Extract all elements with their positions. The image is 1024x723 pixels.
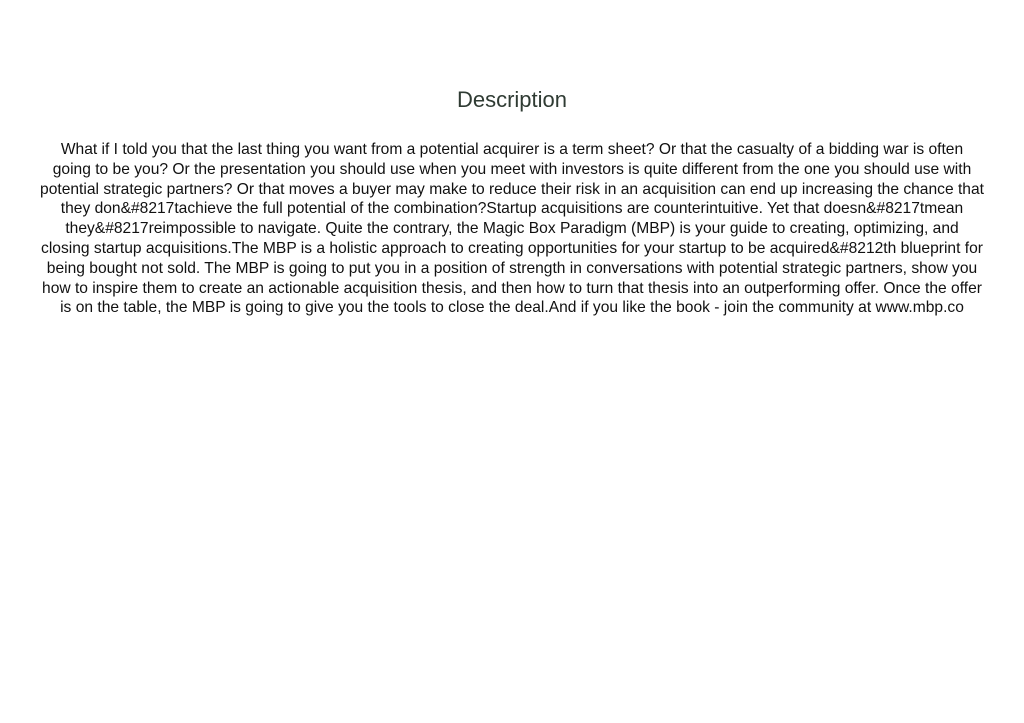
page-title: Description	[456, 87, 568, 112]
description-paragraph: What if I told you that the last thing you want from a potential acquirer is a term sheet? Or that the casualty of a bidding war is often going to be you? Or the presentation you should use when you meet with investors is quite different from the one you should use with potential strategic partners? Or that moves a buyer may make to reduce their risk in an acquisition can end up increasing the chance that they don&#8217tachieve the full potential of the combination?Startup acquisitions are counterintuitive. Yet that doesn&#8217tmean they&#8217reimpossible to navigate. Quite the contrary, the Magic Box Paradigm (MBP) is your guide to creating, optimizing, and closing startup acquisitions.The MBP is a holistic approach to creating opportunities for your startup to be acquired&#8212th blueprint for being bought not sold. The MBP is going to put you in a position of strength in conversations with potential strategic partners, show you how to inspire them to create an actionable acquisition thesis, and then how to turn that thesis into an outperforming offer. Once the offer is on the table, the MBP is going to give you the tools to close the deal.And if you like the book - join the community at www.mbp.co	[40, 141, 984, 317]
